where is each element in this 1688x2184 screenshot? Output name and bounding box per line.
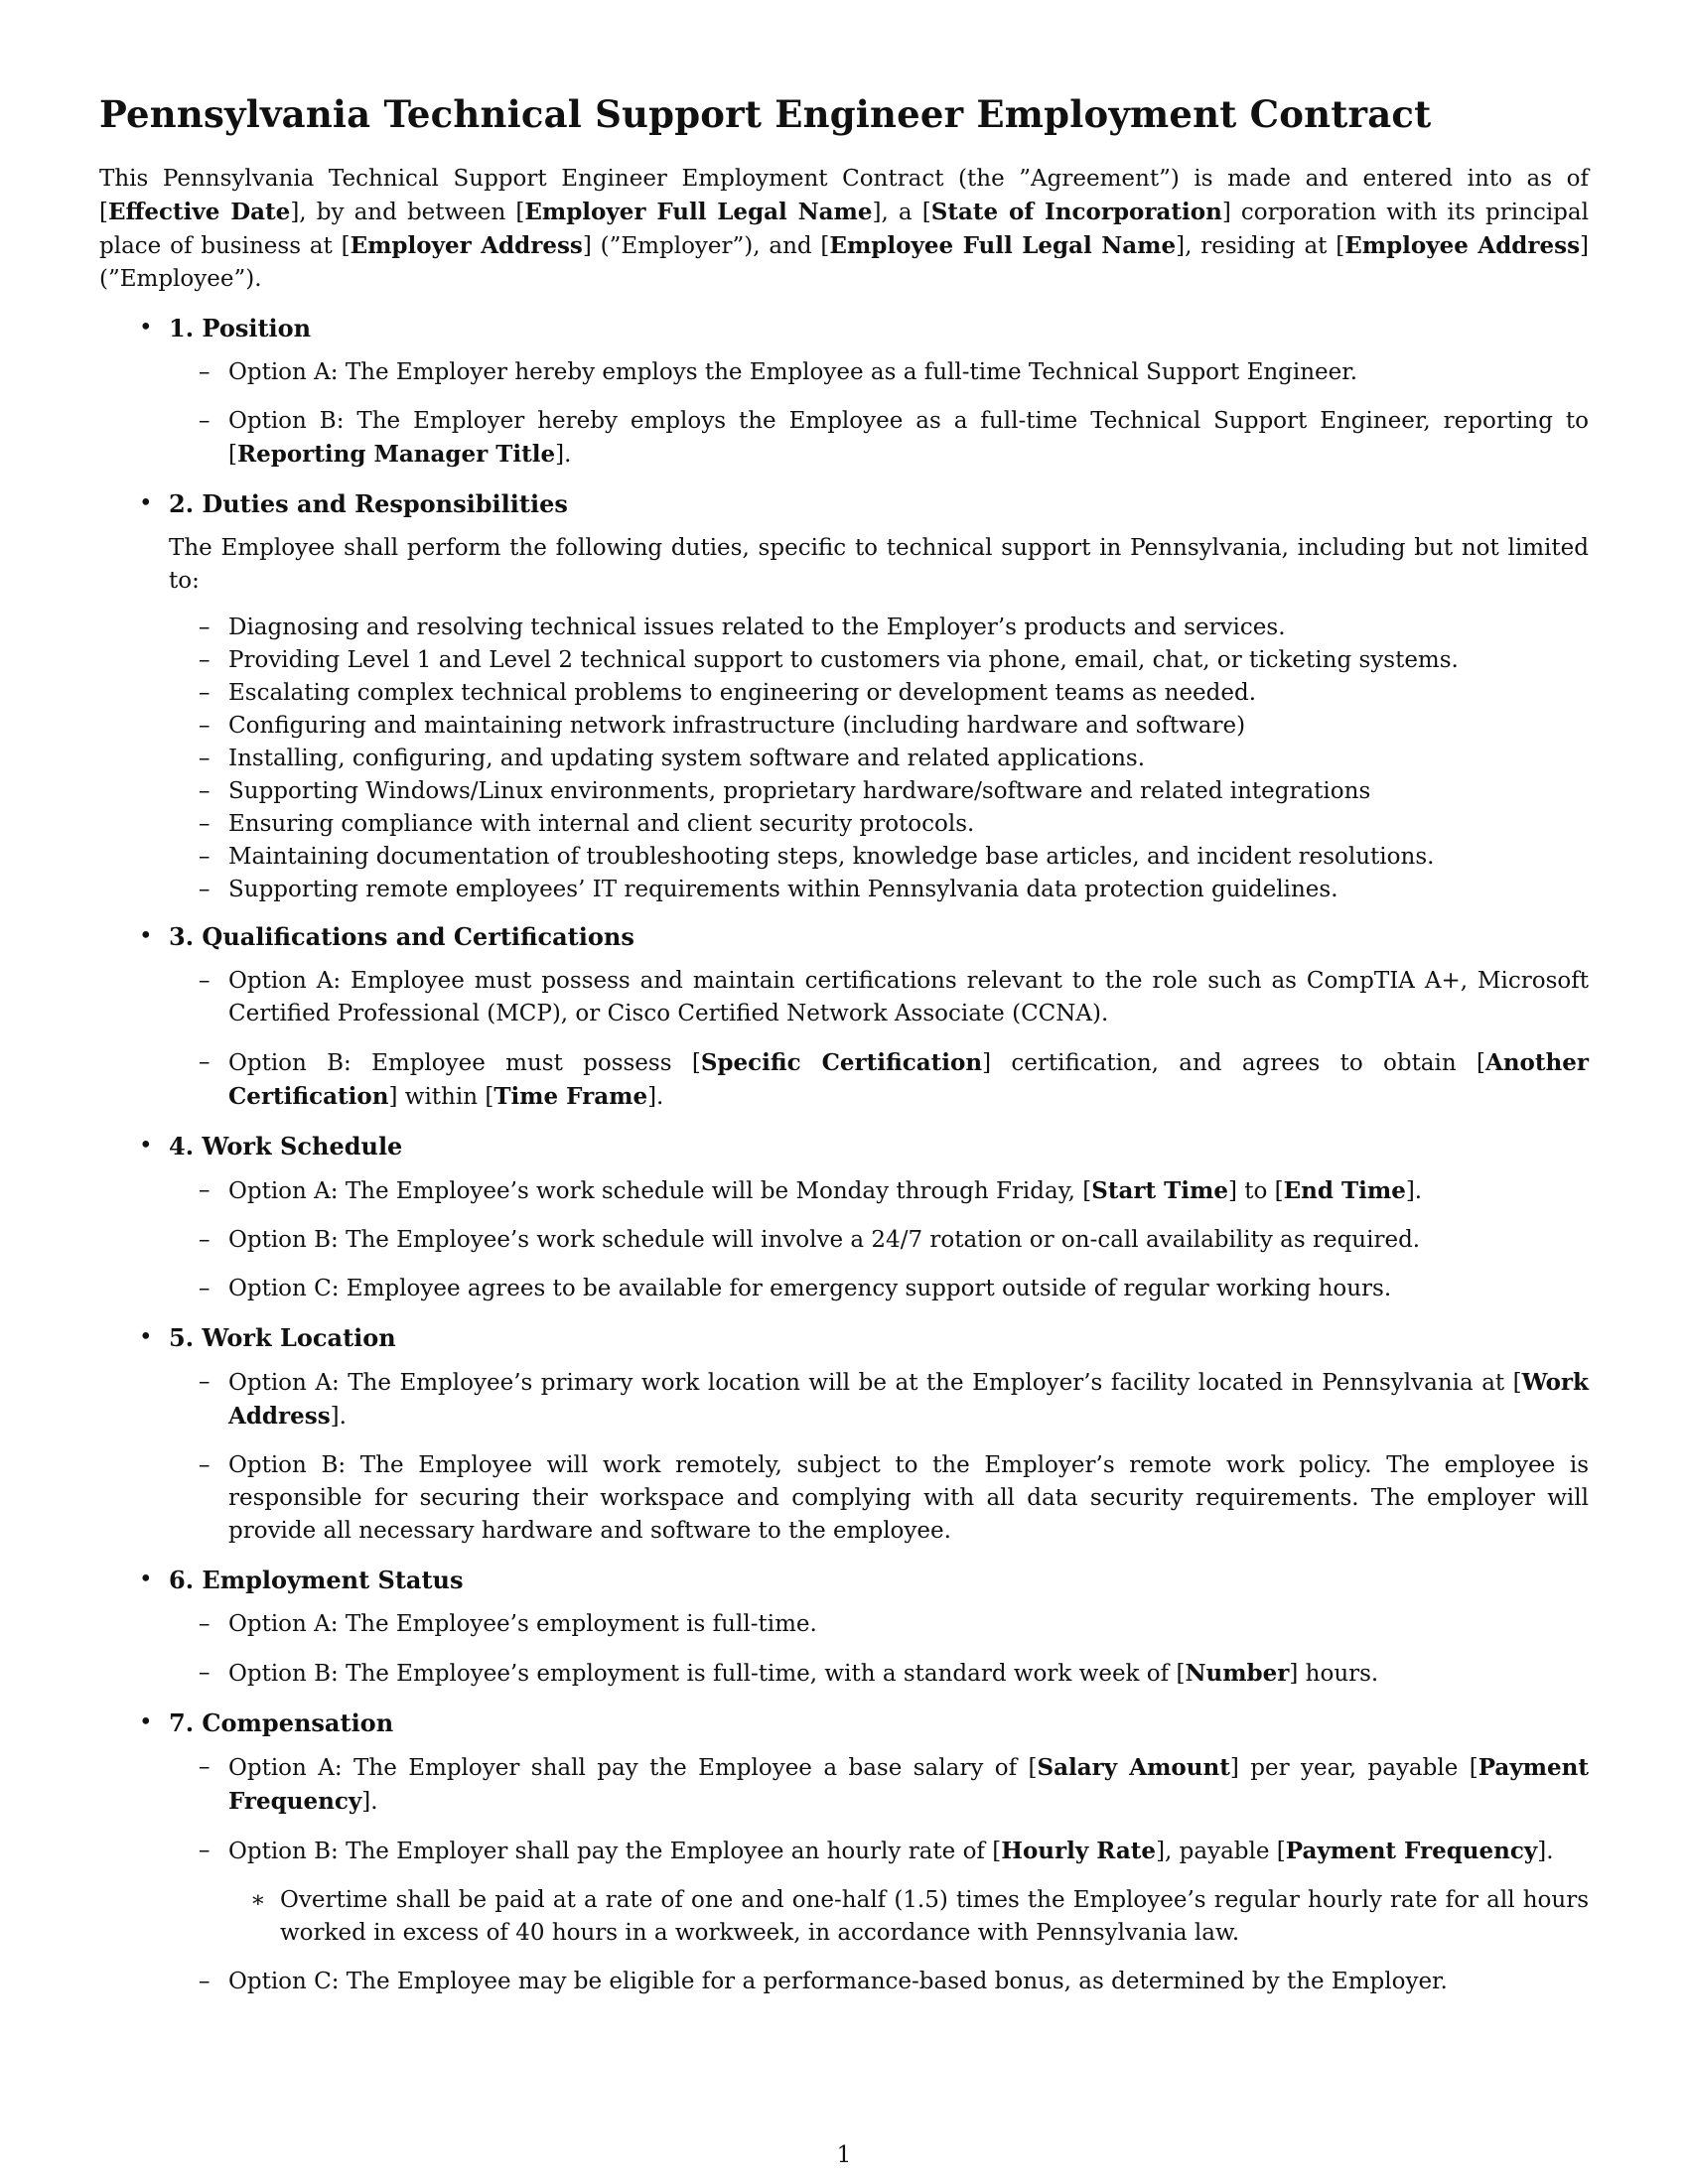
intro-paragraph <box>99 163 1589 296</box>
placeholder-hourly-rate: Hourly Rate <box>1001 1838 1157 1864</box>
duty-item: – Installing, configuring, and updating system software and related applications. <box>228 743 1589 775</box>
duty-item: – Escalating complex technical problems to engineering or development teams as needed. <box>228 677 1589 710</box>
option-b: – Option B: The Employee’s employment is full-time, with a standard work week of [Number] hours. <box>228 1657 1589 1691</box>
duty-item: – Ensuring compliance with internal and client security protocols. <box>228 808 1589 841</box>
placeholder-start-time: Start Time <box>1091 1177 1228 1204</box>
section-heading: • 6. Employment Status <box>169 1566 464 1594</box>
option-list <box>169 1751 1589 1998</box>
document-title: Pennsylvania Technical Support Engineer Employment Contract <box>99 92 1432 136</box>
placeholder-time-frame: Time Frame <box>493 1083 648 1110</box>
section-heading: • 2. Duties and Responsibilities <box>169 489 568 518</box>
placeholder-another-certification: Another Certification <box>228 1049 1589 1110</box>
section-list <box>99 312 1589 1998</box>
section-heading: • 7. Compensation <box>169 1708 394 1737</box>
option-a: – Option A: The Employer hereby employs the Employee as a full-time Technical Support Engineer. <box>228 356 1589 389</box>
intro-text: ], by and between [ <box>290 200 525 225</box>
placeholder-specific-certification: Specific Certification <box>700 1049 983 1076</box>
option-c: – Option C: The Employee may be eligible for a performance-based bonus, as determined by the Employer. <box>228 1966 1589 1998</box>
section-intro: The Employee shall perform the following duties, specific to technical support in Pennsylvania, including but not limited to: <box>169 535 1589 594</box>
intro-text: ], residing at [ <box>1176 233 1345 259</box>
option-b: – Option B: The Employee will work remotely, subject to the Employer’s remote work policy. The employee is responsible for securing their workspace and complying with all data security requirements. The employer will provide all necessary hardware and software to the employee. <box>228 1449 1589 1548</box>
placeholder-payment-frequency: Payment Frequency <box>1285 1838 1538 1864</box>
placeholder-employer-name: Employer Full Legal Name <box>524 199 873 225</box>
section-position <box>169 312 1589 472</box>
option-list <box>169 965 1589 1114</box>
option-b: – Option B: The Employer hereby employs the Employee as a full-time Technical Support Engineer, reporting to [Reporting Manager Title]. <box>228 405 1589 472</box>
duty-item: – Providing Level 1 and Level 2 technical support to customers via phone, email, chat, or ticketing systems. <box>228 644 1589 677</box>
overtime-clause: ∗ Overtime shall be paid at a rate of one and one-half (1.5) times the Employee’s regular hourly rate for all hours worked in excess of 40 hours in a workweek, in accordance with Pennsylvania law. <box>280 1884 1589 1950</box>
option-b: – Option B: The Employer shall pay the Employee an hourly rate of [Hourly Rate], payable [Payment Frequency]. ∗ Overtime shall be paid at a rate of one and one-half (1.5) times the Employee’s regular hourly rate for all hours worked in excess of 40 hours in a workweek, in accordance with Pennsylvania law. <box>228 1835 1589 1950</box>
option-list <box>169 1174 1589 1305</box>
option-list <box>169 1608 1589 1691</box>
duty-item: – Diagnosing and resolving technical issues related to the Employer’s products and services. <box>228 612 1589 644</box>
section-heading: • 1. Position <box>169 314 312 342</box>
placeholder-employee-name: Employee Full Legal Name <box>829 232 1177 259</box>
option-a: – Option A: The Employee’s work schedule will be Monday through Friday, [Start Time] to [End Time]. <box>228 1174 1589 1208</box>
intro-text: ] corporation with its principal place of business at [ <box>99 200 1589 259</box>
intro-text: ] (”Employer”), and [ <box>582 233 830 259</box>
placeholder-number: Number <box>1185 1660 1290 1687</box>
option-list <box>169 1366 1589 1548</box>
placeholder-effective-date: Effective Date <box>107 199 291 225</box>
duty-item: – Supporting remote employees’ IT requirements within Pennsylvania data protection guidelines. <box>228 874 1589 906</box>
placeholder-employer-address: Employer Address <box>350 232 583 259</box>
section-heading: • 4. Work Schedule <box>169 1132 403 1160</box>
placeholder-salary-amount: Salary Amount <box>1037 1754 1230 1781</box>
option-a: – Option A: The Employee’s primary work location will be at the Employer’s facility located in Pennsylvania at [Work Address]. <box>228 1366 1589 1433</box>
duty-item: – Maintaining documentation of troubleshooting steps, knowledge base articles, and incident resolutions. <box>228 841 1589 874</box>
intro-text: ] (”Employee”). <box>99 233 1590 292</box>
placeholder-end-time: End Time <box>1283 1177 1406 1204</box>
placeholder-work-address: Work Address <box>228 1369 1589 1430</box>
option-b: – Option B: Employee must possess [Specific Certification] certification, and agrees to obtain [Another Certification] within [Time Frame]. <box>228 1046 1589 1114</box>
option-a: – Option A: Employee must possess and maintain certifications relevant to the role such as CompTIA A+, Microsoft Certified Professional (MCP), or Cisco Certified Network Associate (CCNA). <box>228 965 1589 1030</box>
placeholder-payment-frequency: Payment Frequency <box>228 1754 1589 1815</box>
duties-list <box>169 612 1589 906</box>
option-a: – Option A: The Employer shall pay the Employee a base salary of [Salary Amount] per year, payable [Payment Frequency]. <box>228 1751 1589 1819</box>
sub-list <box>228 1884 1589 1950</box>
section-heading: • 3. Qualifications and Certifications <box>169 922 634 951</box>
section-compensation <box>169 1706 1589 1998</box>
option-c: – Option C: Employee agrees to be available for emergency support outside of regular working hours. <box>228 1273 1589 1305</box>
section-work-schedule <box>169 1130 1589 1305</box>
placeholder-employee-address: Employee Address <box>1344 232 1581 259</box>
option-list <box>169 356 1589 472</box>
section-employment-status <box>169 1564 1589 1691</box>
option-b: – Option B: The Employee’s work schedule will involve a 24/7 rotation or on-call availability as required. <box>228 1224 1589 1257</box>
section-work-location <box>169 1321 1589 1548</box>
intro-text: ], a [ <box>872 200 931 225</box>
placeholder-reporting-manager: Reporting Manager Title <box>236 441 556 468</box>
section-qualifications <box>169 920 1589 1114</box>
duty-item: – Supporting Windows/Linux environments, proprietary hardware/software and related integrations <box>228 775 1589 808</box>
intro-text: This Pennsylvania Technical Support Engineer Employment Contract (the ”Agreement”) is made and entered into as of [ <box>99 166 1589 225</box>
option-a: – Option A: The Employee’s employment is full-time. <box>228 1608 1589 1641</box>
section-heading: • 5. Work Location <box>169 1323 396 1352</box>
section-duties <box>169 487 1589 906</box>
placeholder-state: State of Incorporation <box>930 199 1222 225</box>
duty-item: – Configuring and maintaining network infrastructure (including hardware and software) <box>228 710 1589 743</box>
page-number: 1 <box>836 2142 852 2168</box>
